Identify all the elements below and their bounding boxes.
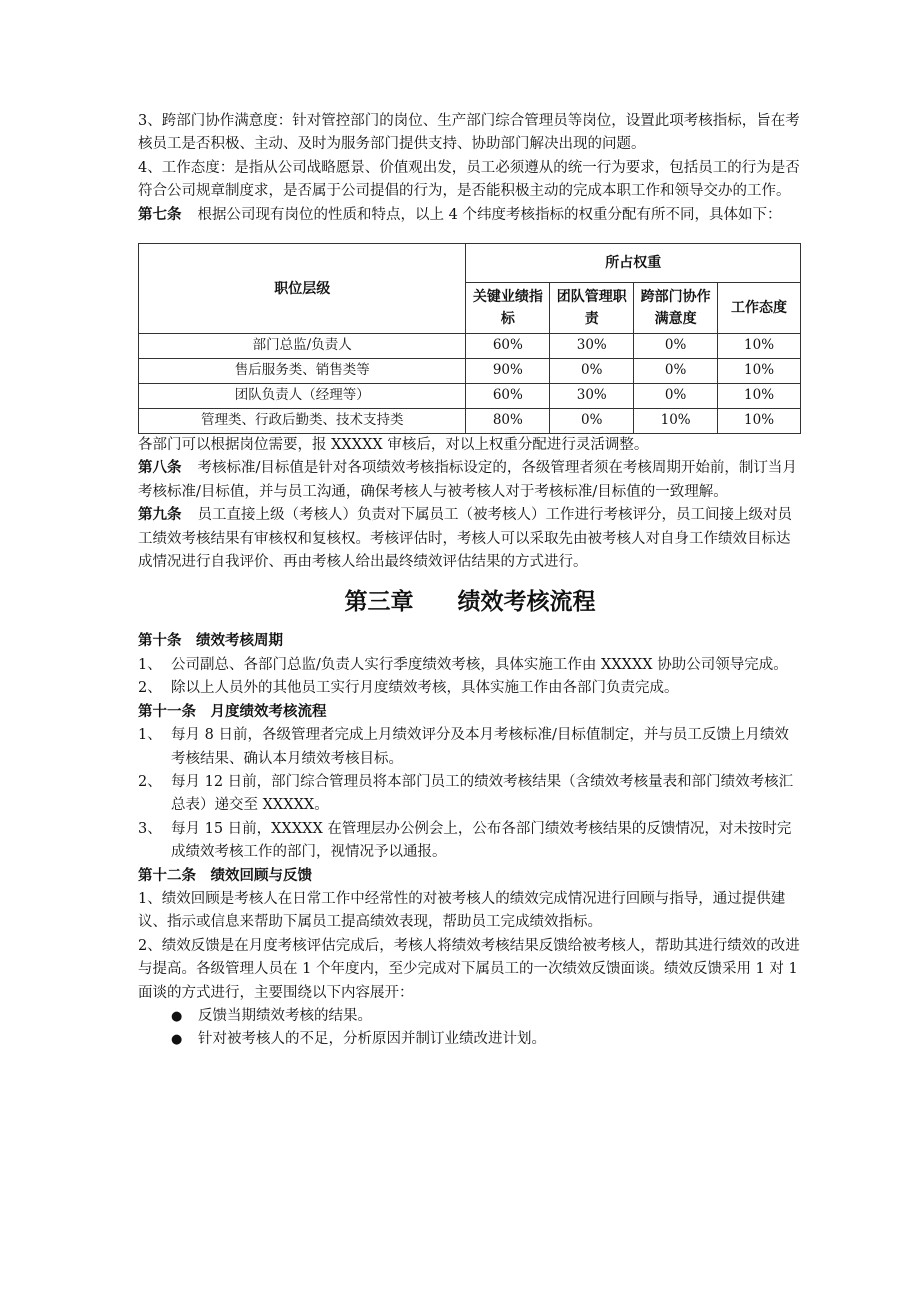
cell-attitude: 10%	[718, 334, 801, 359]
cell-cross: 0%	[634, 359, 718, 384]
cell-attitude: 10%	[718, 384, 801, 409]
list-item-text: 每月 8 日前，各级管理者完成上月绩效评分及本月考核标准/目标值制定，并与员工反馈上月绩效考核结果、确认本月绩效考核目标。	[171, 727, 789, 767]
document-page	[138, 110, 802, 1052]
list-item-number: 2、	[138, 773, 162, 790]
cell-cross: 0%	[634, 384, 718, 409]
header-attitude: 工作态度	[718, 283, 801, 334]
list-item-text: 公司副总、各部门总监/负责人实行季度绩效考核，具体实施工作由 XXXXX 协助公司领导完成。	[171, 656, 788, 673]
header-weight: 所占权重	[466, 244, 801, 283]
list-item-number: 2、	[138, 680, 162, 697]
table-row	[139, 359, 801, 384]
table-row	[139, 334, 801, 359]
article-11-heading: 第十一条 月度绩效考核流程	[138, 703, 327, 720]
table-note: 各部门可以根据岗位需要，报 XXXXX 审核后，对以上权重分配进行灵活调整。	[138, 437, 649, 454]
cell-team: 30%	[550, 334, 634, 359]
bullet-dot-icon: ●	[171, 1008, 183, 1024]
article-9-label: 第九条	[138, 507, 182, 524]
cell-cross: 0%	[634, 334, 718, 359]
cell-cross: 10%	[634, 409, 718, 434]
cell-kpi: 90%	[466, 359, 550, 384]
article-7-text: 根据公司现有岗位的性质和特点，以上 4 个纬度考核指标的权重分配有所不同，具体如下：	[197, 206, 782, 223]
bullet-item	[138, 1005, 802, 1028]
article-12-heading: 第十二条 绩效回顾与反馈	[138, 867, 312, 884]
article-9-text: 员工直接上级（考核人）负责对下属员工（被考核人）工作进行考核评分，员工间接上级对员工绩效考核结果有审核权和复核权。考核评估时，考核人可以采取先由被考核人对自身工作绩效目标达成情况进行自我评价、再由考核人给出最终绩效评估结果的方式进行。	[138, 507, 792, 571]
cell-kpi: 80%	[466, 409, 550, 434]
para-cross-dept: 3、跨部门协作满意度：针对管控部门的岗位、生产部门综合管理员等岗位，设置此项考核指标，旨在考核员工是否积极、主动、及时为服务部门提供支持、协助部门解决出现的问题。	[138, 113, 800, 153]
article-10-heading: 第十条 绩效考核周期	[138, 633, 283, 650]
list-item	[138, 654, 802, 677]
bullet-dot-icon: ●	[171, 1032, 183, 1048]
cell-kpi: 60%	[466, 334, 550, 359]
article-7	[138, 204, 802, 227]
article-8-text: 考核标准/目标值是针对各项绩效考核指标设定的，各级管理者须在考核周期开始前，制订当月考核标准/目标值，并与员工沟通，确保考核人与被考核人对于考核标准/目标值的一致理解。	[138, 460, 797, 500]
cell-team: 0%	[550, 359, 634, 384]
weight-table	[138, 243, 801, 434]
list-item-text: 每月 12 日前，部门综合管理员将本部门员工的绩效考核结果（含绩效考核量表和部门绩效考核汇总表）递交至 XXXXX。	[171, 773, 794, 814]
cell-kpi: 60%	[466, 384, 550, 409]
list-item	[138, 724, 802, 771]
header-position-level: 职位层级	[139, 244, 466, 334]
header-cross-dept: 跨部门协作满意度	[634, 283, 718, 334]
chapter-number: 第三章	[344, 589, 414, 616]
table-row	[139, 384, 801, 409]
list-item-number: 3、	[138, 820, 162, 837]
cell-attitude: 10%	[718, 409, 801, 434]
list-item	[138, 818, 802, 865]
para-performance-review: 1、绩效回顾是考核人在日常工作中经常性的对被考核人的绩效完成情况进行回顾与指导，通过提供建议、指示或信息来帮助下属员工提高绩效表现，帮助员工完成绩效指标。	[138, 890, 786, 931]
cell-team: 0%	[550, 409, 634, 434]
article-8	[138, 457, 802, 504]
header-team-mgmt: 团队管理职责	[550, 283, 634, 334]
cell-level: 部门总监/负责人	[139, 334, 466, 359]
chapter-title: 绩效考核流程	[457, 589, 596, 616]
header-kpi: 关键业绩指标	[466, 283, 550, 334]
list-item-number: 1、	[138, 727, 162, 744]
cell-attitude: 10%	[718, 359, 801, 384]
bullet-text: 反馈当期绩效考核的结果。	[198, 1007, 372, 1024]
para-work-attitude: 4、工作态度：是指从公司战略愿景、价值观出发，员工必须遵从的统一行为要求，包括员工的行为是否符合公司规章制度求，是否属于公司提倡的行为，是否能积极主动的完成本职工作和领导交办的工作。	[138, 159, 800, 200]
list-item	[138, 677, 802, 700]
list-item-number: 1、	[138, 656, 162, 673]
table-row	[139, 409, 801, 434]
list-item-text: 除以上人员外的其他员工实行月度绩效考核，具体实施工作由各部门负责完成。	[171, 680, 679, 697]
article-9	[138, 504, 802, 574]
bullet-text: 针对被考核人的不足，分析原因并制订业绩改进计划。	[198, 1031, 546, 1048]
para-performance-feedback: 2、绩效反馈是在月度考核评估完成后，考核人将绩效考核结果反馈给被考核人，帮助其进行绩效的改进与提高。各级管理人员在 1 个年度内，至少完成对下属员工的一次绩效反馈面谈。绩效反馈采用 1 对 1 面谈的方式进行，主要围绕以下内容展开：	[138, 937, 800, 1001]
cell-level: 团队负责人（经理等）	[139, 384, 466, 409]
list-item-text: 每月 15 日前，XXXXX 在管理层办公例会上，公布各部门绩效考核结果的反馈情况，对未按时完成绩效考核工作的部门，视情况予以通报。	[171, 820, 792, 861]
bullet-item	[138, 1028, 802, 1051]
article-7-label: 第七条	[138, 206, 182, 223]
article-8-label: 第八条	[138, 460, 182, 477]
cell-level: 售后服务类、销售类等	[139, 359, 466, 384]
cell-team: 30%	[550, 384, 634, 409]
chapter-heading	[138, 582, 802, 622]
cell-level: 管理类、行政后勤类、技术支持类	[139, 409, 466, 434]
list-item	[138, 771, 802, 818]
